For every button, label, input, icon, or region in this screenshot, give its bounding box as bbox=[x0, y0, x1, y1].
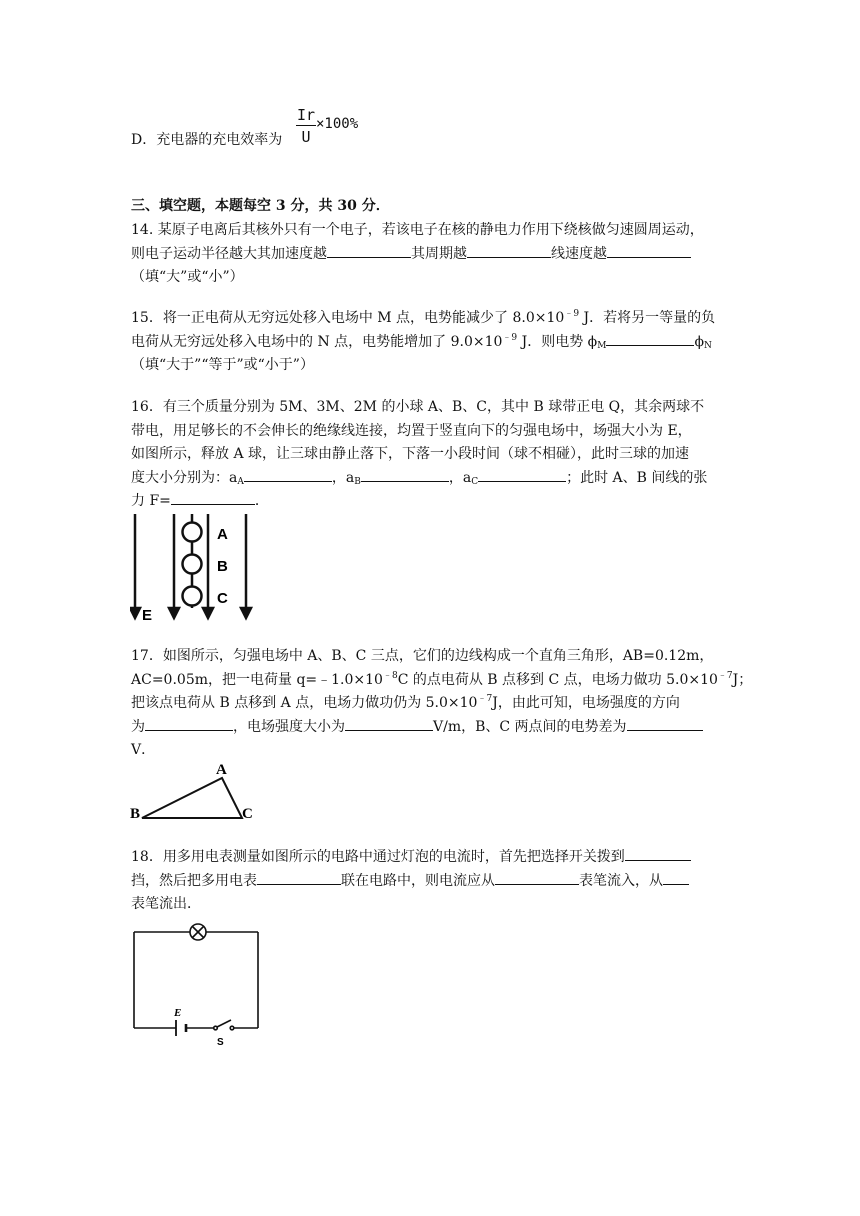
answer-blank[interactable] bbox=[257, 870, 341, 885]
answer-blank[interactable] bbox=[145, 716, 233, 731]
q16-comma-2: ，a bbox=[448, 469, 472, 486]
answer-blank[interactable] bbox=[361, 467, 449, 482]
q16-sub-c: C bbox=[471, 476, 479, 487]
arrow-head bbox=[203, 608, 213, 618]
q17-line-3 bbox=[131, 692, 731, 716]
q17-text-3b: J，由此可知，电场强度的方向 bbox=[492, 695, 680, 711]
formula-times: ×100% bbox=[316, 116, 359, 132]
q15-exponent-1: ﹣9 bbox=[564, 309, 580, 319]
question-18 bbox=[131, 846, 731, 917]
q16-comma: ，a bbox=[331, 469, 355, 486]
label-b: B bbox=[130, 806, 141, 822]
q15-sub-m: M bbox=[597, 340, 607, 351]
answer-blank[interactable] bbox=[627, 716, 703, 731]
answer-blank[interactable] bbox=[345, 716, 433, 731]
switch-blade bbox=[217, 1020, 231, 1027]
q15-sub-n: N bbox=[703, 340, 712, 351]
q14-line-3: （填“大”或“小”） bbox=[131, 269, 244, 285]
answer-blank[interactable] bbox=[606, 331, 694, 346]
arrow-head bbox=[169, 608, 179, 618]
label-a: A bbox=[216, 762, 227, 778]
fraction-bar bbox=[296, 125, 316, 126]
q16-text-4b: ；此时 A、B 间线的张 bbox=[566, 469, 708, 486]
q17-line-4 bbox=[131, 716, 731, 740]
question-15 bbox=[131, 307, 731, 378]
q16-line-5 bbox=[131, 490, 731, 514]
answer-blank[interactable] bbox=[625, 846, 691, 861]
q16-text-5a: 力 F= bbox=[131, 493, 171, 509]
q17-text-3a: 把该点电荷从 B 点移到 A 点，电场力做功仍为 5.0×10 bbox=[131, 695, 478, 711]
q16-field-figure bbox=[130, 512, 260, 624]
answer-blank[interactable] bbox=[495, 870, 579, 885]
q16-sub-a: A bbox=[237, 476, 244, 487]
q17-line-2 bbox=[131, 669, 753, 693]
q17-text-4a: 为 bbox=[131, 718, 145, 735]
q14-line-1: 14. 某原子电离后其核外只有一个电子，若该电子在核的静电力作用下绕核做匀速圆周运动， bbox=[131, 222, 704, 238]
label-s: S bbox=[217, 1037, 224, 1048]
q16-line-1: 16．有三个质量分别为 5M、3M、2M 的小球 A、B、C，其中 B 球带正电 Q，其余两球不 bbox=[131, 399, 705, 415]
q17-line-5: V． bbox=[131, 742, 156, 758]
q18-line-2 bbox=[131, 870, 731, 894]
formula-denominator: U bbox=[301, 128, 311, 146]
answer-blank[interactable] bbox=[663, 870, 689, 885]
label-c: C bbox=[217, 590, 228, 607]
label-e: E bbox=[142, 607, 153, 624]
formula-numerator: Ir bbox=[296, 106, 316, 124]
label-a: A bbox=[217, 526, 228, 543]
q18-text-2b: 联在电路中，则电流应从 bbox=[341, 872, 495, 889]
q18-line-1 bbox=[131, 846, 731, 870]
answer-blank[interactable] bbox=[467, 243, 551, 258]
q15-text-1b: J．若将另一等量的负 bbox=[579, 310, 716, 326]
q17-text-2a: AC=0.05m，把一电荷量 q=﹣1.0×10 bbox=[131, 671, 383, 688]
question-16 bbox=[131, 396, 731, 514]
q17-exponent-2: ﹣7 bbox=[717, 670, 733, 681]
q16-text-4a: 度大小分别为：a bbox=[131, 469, 238, 486]
ball-a bbox=[183, 523, 202, 542]
q14-text-a: 则电子运动半径越大其加速度越 bbox=[131, 245, 327, 262]
q15-text-2a: 电荷从无穷远处移入电场中的 N 点，电势能增加了 9.0×10 bbox=[131, 333, 503, 350]
right-triangle bbox=[142, 778, 242, 818]
answer-blank[interactable] bbox=[244, 467, 332, 482]
answer-blank[interactable] bbox=[478, 467, 566, 482]
q15-line-1 bbox=[131, 307, 731, 331]
q15-line-3: （填“大于”“等于”或“小于”） bbox=[131, 357, 314, 373]
q18-circuit-figure bbox=[130, 920, 265, 1050]
q16-line-4 bbox=[131, 467, 731, 491]
q13-option-d bbox=[131, 129, 731, 153]
arrow-head bbox=[241, 608, 251, 618]
q17-line-1: 17．如图所示，匀强电场中 A、B、C 三点，它们的边线构成一个直角三角形，AB=0.12m， bbox=[131, 648, 714, 664]
q17-exponent-1: ﹣8 bbox=[382, 670, 398, 681]
answer-blank[interactable] bbox=[171, 490, 255, 505]
q18-text-1: 18．用多用电表测量如图所示的电路中通过灯泡的电流时，首先把选择开关拨到 bbox=[131, 849, 625, 865]
ball-b bbox=[183, 555, 202, 574]
label-e: E bbox=[174, 1007, 182, 1019]
q15-text-2b: J．则电势 ϕ bbox=[517, 333, 598, 350]
q17-text-4b: ，电场强度大小为 bbox=[233, 718, 345, 735]
q15-exponent-2: ﹣9 bbox=[502, 332, 518, 343]
q16-line-3: 如图所示，释放 A 球，让三球由静止落下，下落一小段时间（球不相碰），此时三球的加速 bbox=[131, 446, 690, 462]
label-b: B bbox=[217, 558, 228, 575]
label-c: C bbox=[242, 806, 253, 822]
question-17 bbox=[131, 645, 753, 763]
section-title: 三、填空题，本题每空 3 分，共 30 分． bbox=[131, 198, 390, 214]
q17-text-4c: V/m，B、C 两点间的电势差为 bbox=[433, 718, 627, 735]
q14-text-b: 其周期越 bbox=[411, 245, 467, 262]
q17-text-2c: J； bbox=[732, 671, 753, 688]
q14-line-2 bbox=[131, 243, 731, 267]
answer-blank[interactable] bbox=[327, 243, 411, 258]
q15-phi-n: ϕ bbox=[694, 333, 704, 350]
q15-line-2 bbox=[131, 331, 731, 355]
q13-option-d-text: D．充电器的充电效率为 bbox=[131, 132, 283, 148]
question-14 bbox=[131, 219, 731, 290]
q18-text-2c: 表笔流入，从 bbox=[579, 872, 663, 889]
q18-line-3: 表笔流出． bbox=[131, 896, 201, 912]
q14-text-c: 线速度越 bbox=[551, 245, 607, 262]
q16-text-5b: ． bbox=[254, 493, 269, 509]
q15-text-1a: 15．将一正电荷从无穷远处移入电场中 M 点，电势能减少了 8.0×10 bbox=[131, 310, 565, 326]
switch-contact bbox=[214, 1026, 218, 1030]
answer-blank[interactable] bbox=[607, 243, 691, 258]
q16-line-2: 带电，用足够长的不会伸长的绝缘线连接，均置于竖直向下的匀强电场中，场强大小为 E， bbox=[131, 422, 692, 439]
q16-sub-b: B bbox=[354, 476, 361, 487]
q17-exponent-3: ﹣7 bbox=[477, 694, 493, 704]
q17-triangle-figure bbox=[130, 760, 260, 824]
ball-c bbox=[183, 587, 202, 606]
q17-text-2b: C 的点电荷从 B 点移到 C 点，电场力做功 5.0×10 bbox=[397, 671, 718, 688]
switch-contact bbox=[230, 1026, 234, 1030]
arrow-head bbox=[130, 608, 140, 618]
q18-text-2a: 挡，然后把多用电表 bbox=[131, 872, 257, 889]
